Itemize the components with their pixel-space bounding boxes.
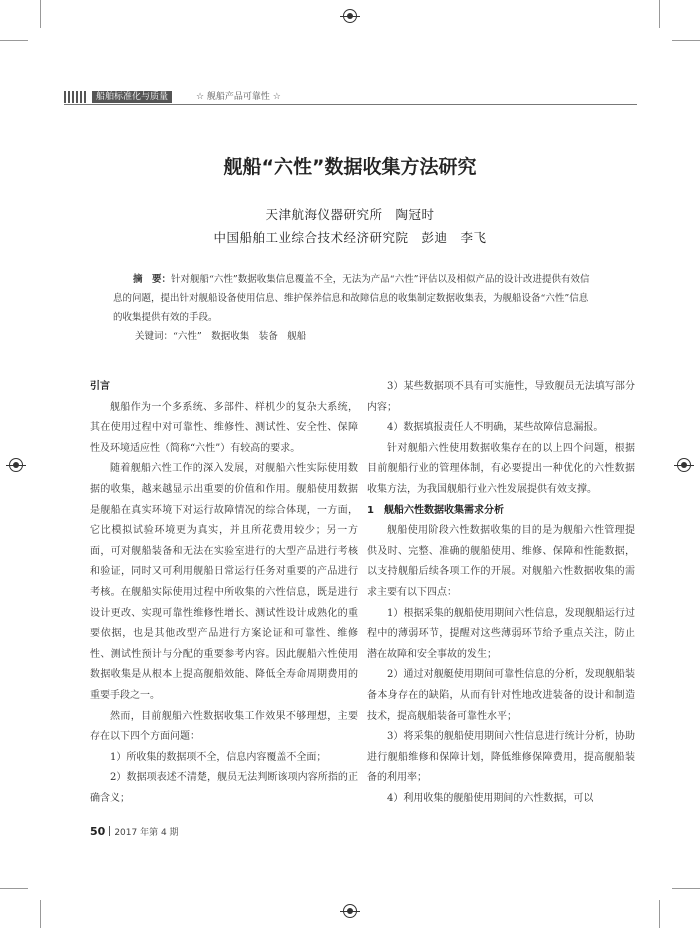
affiliation: 天津航海仪器研究所 <box>265 207 383 222</box>
abstract-paragraph <box>113 270 591 327</box>
list-item: 1）所收集的数据项不全，信息内容覆盖不全面； <box>110 751 327 763</box>
list-item: 3）将采集的舰船使用期间六性信息进行统计分析，协助进行舰船维修和保障计划，降低维修保障费用，提高舰船装备的利用率； <box>367 731 635 784</box>
right-column <box>367 377 635 809</box>
author-line-2 <box>0 228 700 246</box>
list-item: 2）通过对舰艇使用期间可靠性信息的分析，发现舰船装备本身存在的缺陷，从而有针对性地改进装备的设计和制造技术，提高舰船装备可靠性水平； <box>367 669 635 722</box>
list-item: 4）数据填报责任人不明确，某些故障信息漏报。 <box>387 422 604 434</box>
body-paragraph: 舰船使用阶段六性数据收集的目的是为舰船六性管理提供及时、完整、准确的舰船使用、维修、保障和性能数据，以支持舰船后续各项工作的开展。对舰船六性数据收集的需求主要有以下四点： <box>367 525 635 598</box>
crop-mark <box>40 900 41 928</box>
page-number: 50 <box>90 825 106 838</box>
crop-mark <box>659 900 660 928</box>
crop-mark <box>659 0 660 28</box>
author-line-1 <box>0 205 700 223</box>
running-header <box>64 91 637 103</box>
page-footer <box>90 825 179 838</box>
body-paragraph: 随着舰船六性工作的深入发展，对舰船六性实际使用数据的收集，越来越显示出重要的价值和作用。舰船使用数据是舰船在真实环境下对运行故障情况的综合体现，一方面，它比模拟试验环境更为真实，并且所花费用较少；另一方面，可对舰船装备和无法在实验室进行的大型产品进行考核和验证，同时又可利用舰船日常运行任务对重要的产品进行考核。在舰船实际使用过程中所收集的六性信息，既是进行设计更改、实现可靠性维修性增长、测试性设计成熟化的重要依据，也是其他改型产品进行方案论证和可靠性、维修性、测试性预计与分配的重要参考内容。因此舰船六性使用数据收集是从根本上提高舰船效能、降低全寿命周期费用的重要手段之一。 <box>90 463 358 701</box>
header-rule <box>64 104 637 105</box>
issue-label: 2017 年第 4 期 <box>114 828 179 838</box>
list-item: 4）利用收集的舰船使用期间的六性数据，可以 <box>387 792 594 804</box>
body-paragraph: 针对舰船六性使用数据收集存在的以上四个问题，根据目前舰船行业的管理体制，有必要提出一种优化的六性数据收集方法，为我国舰船行业六性发展提供有效支撑。 <box>367 442 635 495</box>
section-heading: 引言 <box>90 381 110 392</box>
registration-mark-left <box>9 458 23 472</box>
list-item: 2）数据项表述不清楚，舰员无法判断该项内容所指的正确含义； <box>90 772 358 804</box>
abstract-text: 针对舰船“六性”数据收集信息覆盖不全，无法为产品“六性”评估以及相似产品的设计改进提供有效信息的问题，提出针对舰船设备使用信息、维护保养信息和故障信息的收集制定数据收集表，为舰船设备“六性”信息的收集提供有效的手段。 <box>113 274 590 323</box>
crop-mark <box>0 40 28 41</box>
keywords <box>113 327 591 346</box>
abstract-label: 摘 要： <box>133 274 172 285</box>
journal-tag: 船舶标准化与质量 <box>92 91 172 103</box>
crop-mark <box>672 888 700 889</box>
body-paragraph: 舰船作为一个多系统、多部件、样机少的复杂大系统，其在使用过程中对可靠性、维修性、测试性、安全性、保障性及环境适应性（简称“六性”）有较高的要求。 <box>90 401 358 454</box>
keywords-label: 关键词： <box>135 331 174 342</box>
author-name: 彭迪 <box>421 230 448 245</box>
crop-mark <box>0 888 28 889</box>
article-title: 舰船“六性”数据收集方法研究 <box>223 156 477 178</box>
body-paragraph: 然而，目前舰船六性数据收集工作效果不够理想，主要存在以下四个方面问题： <box>90 710 358 743</box>
affiliation: 中国船舶工业综合技术经济研究院 <box>213 230 409 245</box>
section-heading: 1 舰船六性数据收集需求分析 <box>367 504 504 516</box>
section-label: ☆ 舰船产品可靠性 ☆ <box>196 92 281 102</box>
abstract <box>113 270 591 346</box>
crop-mark <box>40 0 41 28</box>
footer-divider <box>109 826 110 836</box>
author-name: 李飞 <box>460 230 487 245</box>
left-column <box>90 377 358 809</box>
list-item: 3）某些数据项不具有可实施性，导致舰员无法填写部分内容； <box>367 381 635 413</box>
crop-mark <box>672 40 700 41</box>
header-bars-decoration <box>64 91 86 103</box>
list-item: 1）根据采集的舰船使用期间六性信息，发现舰船运行过程中的薄弱环节，提醒对这些薄弱环节给予重点关注，防止潜在故障和安全事故的发生； <box>367 607 635 660</box>
keywords-text: “六性” 数据收集 装备 舰船 <box>173 331 307 342</box>
registration-mark-top <box>343 9 357 23</box>
registration-mark-bottom <box>343 904 357 918</box>
author-name: 陶冠时 <box>395 207 435 222</box>
registration-mark-right <box>677 458 691 472</box>
